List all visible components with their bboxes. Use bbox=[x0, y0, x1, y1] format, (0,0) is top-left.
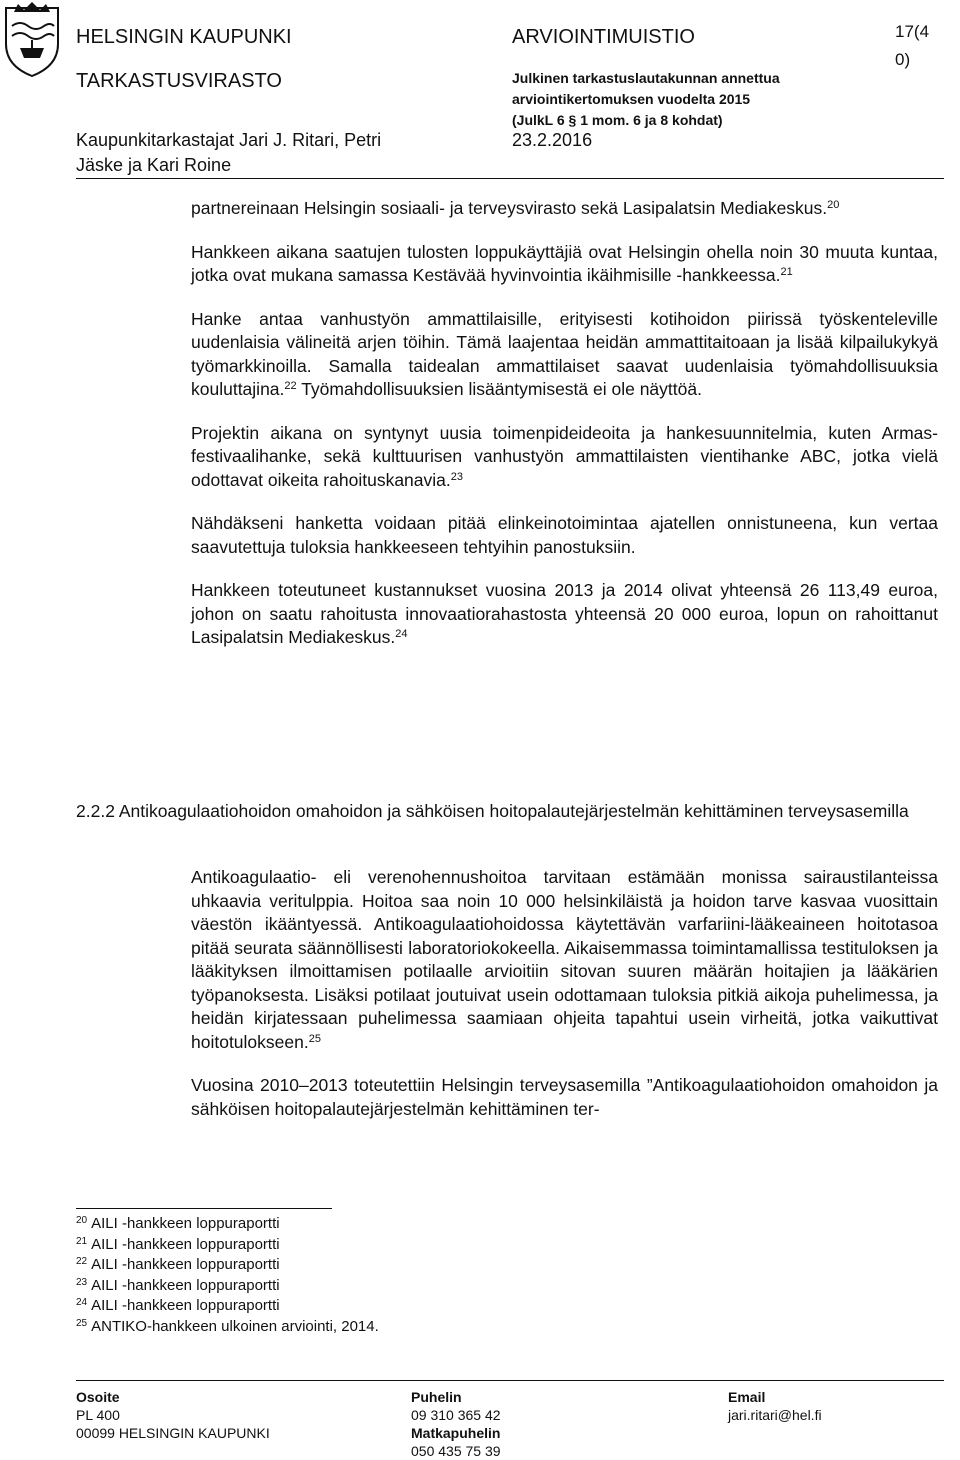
section-heading: 2.2.2 Antikoagulaatiohoidon omahoidon ja sähköisen hoitopalautejärjestelmän kehittäminen terveysasemilla bbox=[76, 801, 909, 821]
header-subtitle-line1: Julkinen tarkastuslautakunnan annettua bbox=[512, 70, 780, 86]
document-title: ARVIOINTIMUISTIO bbox=[512, 26, 695, 48]
footnote-ref-25: 25 bbox=[308, 1032, 321, 1045]
footnote-ref-22: 22 bbox=[284, 380, 297, 392]
footnote-item: $^{22}$ AILI -hankkeen loppuraportti bbox=[76, 1256, 280, 1273]
footnote-ref-21: 21 bbox=[780, 266, 793, 278]
header-divider bbox=[76, 178, 944, 179]
footer-email bbox=[728, 1388, 822, 1424]
footer-phone-number: 09 310 365 42 bbox=[411, 1407, 501, 1423]
header-authors-line1: Kaupunkitarkastajat Jari J. Ritari, Petri bbox=[76, 130, 382, 150]
paragraph-5: Nähdäkseni hanketta voidaan pitää elinkeinotoimintaa ajatellen onnistuneena, kun vertaa saavutettuja tuloksia hankkeeseen tehtyihin panostuksiin. bbox=[191, 513, 938, 557]
section-paragraph-1: Antikoagulaatio- eli verenohennushoitoa tarvitaan estämään monissa sairaustilanteissa uhkaavia veritulppia. Hoitoa saa noin 10 000 helsinkiläistä ja hoidon tarve kasvaa vuosittain väestön ikääntyessä. Antikoagulaatiohoidossa käytettävän varfariini-lääkeaineen hoitotasoa pitää seurata säännöllisesti laboratoriokokeella. Aikaisemmassa toimintamallissa testituloksen ja lääkityksen ilmoittamisen potilaalle arvioitiin sitovan suuren määrän hoitajien ja lääkärien työpanoksesta. Lisäksi potilaat joutuivat usein odottamaan tuloksia pitkiä aikoja puhelimessa, ja heidän kirjatessaan puhelimessa saamiaan ohjeita tapahtui usein virheitä, jotka vaikuttivat hoitotulokseen.$^{25}$ bbox=[191, 867, 938, 1052]
footnote-item: $^{20}$ AILI -hankkeen loppuraportti bbox=[76, 1215, 280, 1232]
footnotes-list bbox=[76, 1214, 379, 1337]
footer-address-label: Osoite bbox=[76, 1389, 120, 1405]
footer-mobile-label: Matkapuhelin bbox=[411, 1425, 501, 1441]
footer-mobile-number: 050 435 75 39 bbox=[411, 1443, 501, 1459]
footnote-ref-23: 23 bbox=[450, 470, 463, 483]
footnote-ref-24: 24 bbox=[395, 628, 408, 640]
footnote-item: $^{23}$ AILI -hankkeen loppuraportti bbox=[76, 1276, 280, 1294]
footer-email-label: Email bbox=[728, 1389, 766, 1405]
section-body-text bbox=[191, 866, 938, 1141]
paragraph-1: partnereinaan Helsingin sosiaali- ja terveysvirasto sekä Lasipalatsin Mediakeskus.$^{20}$ bbox=[191, 198, 840, 218]
header-org: HELSINGIN KAUPUNKI bbox=[76, 26, 292, 48]
footnote-item: $^{21}$ AILI -hankkeen loppuraportti bbox=[76, 1235, 280, 1253]
footer-phone-label: Puhelin bbox=[411, 1389, 462, 1405]
footnote-item: $^{24}$ AILI -hankkeen loppuraportti bbox=[76, 1297, 280, 1314]
footer-email-link[interactable]: jari.ritari@hel.fi bbox=[728, 1407, 822, 1423]
footnote-divider bbox=[76, 1208, 332, 1209]
body-text bbox=[191, 197, 938, 670]
footnote-item: $^{25}$ ANTIKO-hankkeen ulkoinen arviointi, 2014. bbox=[76, 1317, 379, 1335]
paragraph-3: Hanke antaa vanhustyön ammattilaisille, erityisesti kotihoidon piirissä työskenteleville uudenlaisia välineitä arjen töihin. Tämä laajentaa heidän ammattitaitoaan ja lisää kilpailukykyä työmarkkinoilla. Samalla taidealan ammattilaiset saavat uudenlaisia työmahdollisuuksia kouluttajina.$^{22}$ Työmahdollisuuksien lisääntymisestä ei ole näyttöä. bbox=[191, 308, 938, 399]
header-subtitle-line3: (JulkL 6 § 1 mom. 6 ja 8 kohdat) bbox=[512, 112, 723, 128]
paragraph-6: Hankkeen toteutuneet kustannukset vuosina 2013 ja 2014 olivat yhteensä 26 113,49 euroa, johon on saatu rahoitusta innovaatiorahastosta yhteensä 20 000 euroa, lopun on rahoittanut Lasipalatsin Mediakeskus.$^{24}$ bbox=[191, 580, 938, 647]
footer-address-line2: 00099 HELSINGIN KAUPUNKI bbox=[76, 1425, 270, 1441]
header-subtitle-line2: arviointikertomuksen vuodelta 2015 bbox=[512, 91, 751, 107]
header-authors-line2: Jäske ja Kari Roine bbox=[76, 155, 232, 175]
footer-phone bbox=[411, 1388, 501, 1460]
paragraph-4: Projektin aikana on syntynyt uusia toimenpideideoita ja hankesuunnitelmia, kuten Armas-festivaalihanke, sekä kulttuurisen vanhustyön ammattilaisten vientihanke ABC, jotka vielä odottavat oikeita rahoituskanavia.$^{23}$ bbox=[191, 422, 938, 490]
footer-address bbox=[76, 1388, 270, 1442]
helsinki-crest-logo bbox=[0, 0, 64, 80]
footer-divider bbox=[76, 1380, 944, 1381]
paragraph-2: Hankkeen aikana saatujen tulosten loppukäyttäjiä ovat Helsingin ohella noin 30 muuta kuntaa, jotka ovat mukana samassa Kestävää hyvinvointia ikäihmisille -hankkeessa.$^{21}$ bbox=[191, 241, 938, 285]
section-paragraph-2: Vuosina 2010–2013 toteutettiin Helsingin terveysasemilla ”Antikoagulaatiohoidon omahoidon ja sähköisen hoitopalautejärjestelmän kehittäminen ter- bbox=[191, 1075, 938, 1119]
page-number-line1: 17(4 bbox=[895, 22, 930, 41]
document-date: 23.2.2016 bbox=[512, 130, 593, 150]
footnote-ref-20: 20 bbox=[827, 199, 840, 211]
header-office: TARKASTUSVIRASTO bbox=[76, 70, 282, 92]
footer-address-line1: PL 400 bbox=[76, 1407, 120, 1423]
page-number-line2: 0) bbox=[895, 50, 911, 69]
